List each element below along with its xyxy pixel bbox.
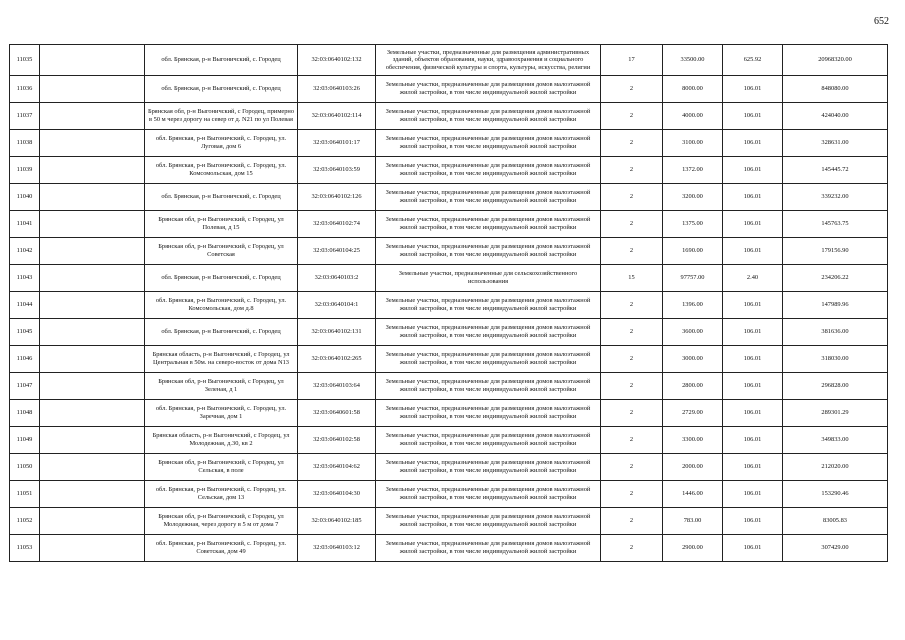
table-row [10,103,888,130]
area-cell: 1446.00 [663,481,723,508]
specific-value-cell: 106.01 [723,238,783,265]
address-cell: Брянская обл, р-н Выгоничский, с Городец, ул Молодежная, через дорогу в 5 м от дома 7 [145,508,298,535]
page-number: 652 [874,16,889,27]
blank-cell [40,265,145,292]
table-row [10,535,888,562]
group-cell: 2 [601,319,663,346]
cadastral-value-cell: 153290.46 [783,481,888,508]
address-cell: обл. Брянская, р-н Выгоничский, с. Городец, ул. Комсомольская, дом 15 [145,157,298,184]
cadastral-number-cell: 32:03:0640103:64 [298,373,376,400]
row-number: 11040 [10,184,40,211]
land-use-cell: Земельные участки, предназначенные для размещения домов малоэтажной жилой застройки, в том числе индивидуальной жилой застройки [376,346,601,373]
row-number: 11045 [10,319,40,346]
row-number: 11046 [10,346,40,373]
cadastral-value-cell: 381636.00 [783,319,888,346]
cadastral-value-cell: 424040.00 [783,103,888,130]
cadastral-value-cell: 234206.22 [783,265,888,292]
cadastral-value-cell: 289301.29 [783,400,888,427]
land-use-cell: Земельные участки, предназначенные для размещения домов малоэтажной жилой застройки, в том числе индивидуальной жилой застройки [376,130,601,157]
area-cell: 1690.00 [663,238,723,265]
row-number: 11047 [10,373,40,400]
address-cell: Брянская обл, р-н Выгоничский, с Городец, ул Сельская, в поле [145,454,298,481]
cadastral-value-cell: 349833.00 [783,427,888,454]
cadastral-number-cell: 32:03:0640102:131 [298,319,376,346]
cadastral-value-cell: 145445.72 [783,157,888,184]
blank-cell [40,373,145,400]
cadastral-number-cell: 32:03:0640102:58 [298,427,376,454]
group-cell: 2 [601,508,663,535]
land-use-cell: Земельные участки, предназначенные для размещения домов малоэтажной жилой застройки, в том числе индивидуальной жилой застройки [376,508,601,535]
address-cell: обл. Брянская, р-н Выгоничский, с. Городец, ул. Сельская, дом 13 [145,481,298,508]
specific-value-cell: 106.01 [723,130,783,157]
area-cell: 2900.00 [663,535,723,562]
group-cell: 2 [601,346,663,373]
cadastral-value-table [9,44,888,562]
area-cell: 783.00 [663,508,723,535]
blank-cell [40,238,145,265]
table-row [10,238,888,265]
cadastral-value-cell: 296828.00 [783,373,888,400]
row-number: 11035 [10,45,40,76]
table-row [10,481,888,508]
area-cell: 97757.00 [663,265,723,292]
cadastral-value-cell: 179156.90 [783,238,888,265]
table-row [10,157,888,184]
group-cell: 2 [601,103,663,130]
cadastral-number-cell: 32:03:0640104:25 [298,238,376,265]
cadastral-value-cell: 83005.83 [783,508,888,535]
specific-value-cell: 106.01 [723,427,783,454]
group-cell: 2 [601,373,663,400]
blank-cell [40,454,145,481]
group-cell: 2 [601,427,663,454]
land-use-cell: Земельные участки, предназначенные для размещения домов малоэтажной жилой застройки, в том числе индивидуальной жилой застройки [376,184,601,211]
specific-value-cell: 106.01 [723,211,783,238]
table-row [10,265,888,292]
table-row [10,45,888,76]
specific-value-cell: 106.01 [723,157,783,184]
group-cell: 2 [601,184,663,211]
cadastral-number-cell: 32:03:0640102:74 [298,211,376,238]
land-use-cell: Земельные участки, предназначенные для сельскохозяйственного использования [376,265,601,292]
area-cell: 2000.00 [663,454,723,481]
address-cell: обл. Брянская, р-н Выгоничский, с. Городец [145,319,298,346]
area-cell: 2800.00 [663,373,723,400]
area-cell: 2729.00 [663,400,723,427]
cadastral-value-cell: 318030.00 [783,346,888,373]
address-cell: обл. Брянская, р-н Выгоничский, с. Городец [145,76,298,103]
land-use-cell: Земельные участки, предназначенные для размещения домов малоэтажной жилой застройки, в том числе индивидуальной жилой застройки [376,400,601,427]
specific-value-cell: 106.01 [723,481,783,508]
area-cell: 8000.00 [663,76,723,103]
blank-cell [40,211,145,238]
table-row [10,319,888,346]
group-cell: 2 [601,292,663,319]
land-use-cell: Земельные участки, предназначенные для размещения домов малоэтажной жилой застройки, в том числе индивидуальной жилой застройки [376,535,601,562]
land-use-cell: Земельные участки, предназначенные для размещения домов малоэтажной жилой застройки, в том числе индивидуальной жилой застройки [376,319,601,346]
cadastral-number-cell: 32:03:0640102:126 [298,184,376,211]
row-number: 11053 [10,535,40,562]
land-use-cell: Земельные участки, предназначенные для размещения домов малоэтажной жилой застройки, в том числе индивидуальной жилой застройки [376,238,601,265]
address-cell: обл. Брянская, р-н Выгоничский, с. Городец [145,45,298,76]
group-cell: 2 [601,535,663,562]
address-cell: Брянская обл, р-н Выгоничский, с Городец, ул Советская [145,238,298,265]
cadastral-number-cell: 32:03:0640104:30 [298,481,376,508]
table-row [10,508,888,535]
specific-value-cell: 106.01 [723,454,783,481]
group-cell: 15 [601,265,663,292]
address-cell: обл. Брянская, р-н Выгоничский, с. Городец, ул. Луговая, дом 6 [145,130,298,157]
area-cell: 3000.00 [663,346,723,373]
specific-value-cell: 106.01 [723,535,783,562]
cadastral-value-cell: 307429.00 [783,535,888,562]
blank-cell [40,130,145,157]
row-number: 11039 [10,157,40,184]
blank-cell [40,292,145,319]
blank-cell [40,76,145,103]
cadastral-value-cell: 147989.96 [783,292,888,319]
area-cell: 3300.00 [663,427,723,454]
area-cell: 33500.00 [663,45,723,76]
specific-value-cell: 625.92 [723,45,783,76]
address-cell: Брянская обл, р-н Выгоничский, с Городец, ул Зеленая, д 1 [145,373,298,400]
specific-value-cell: 106.01 [723,184,783,211]
land-use-cell: Земельные участки, предназначенные для размещения домов малоэтажной жилой застройки, в том числе индивидуальной жилой застройки [376,103,601,130]
blank-cell [40,535,145,562]
address-cell: Брянская обл, р-н Выгоничский, с Городец, примерно в 50 м через дорогу на север от д. N21 по ул Полевая [145,103,298,130]
cadastral-number-cell: 32:03:0640601:58 [298,400,376,427]
row-number: 11042 [10,238,40,265]
specific-value-cell: 106.01 [723,103,783,130]
land-use-cell: Земельные участки, предназначенные для размещения домов малоэтажной жилой застройки, в том числе индивидуальной жилой застройки [376,76,601,103]
specific-value-cell: 106.01 [723,508,783,535]
land-use-cell: Земельные участки, предназначенные для размещения домов малоэтажной жилой застройки, в том числе индивидуальной жилой застройки [376,292,601,319]
area-cell: 3600.00 [663,319,723,346]
address-cell: обл. Брянская, р-н Выгоничский, с. Городец, ул. Комсомольская, дом д.8 [145,292,298,319]
specific-value-cell: 106.01 [723,346,783,373]
row-number: 11049 [10,427,40,454]
table-row [10,292,888,319]
specific-value-cell: 106.01 [723,373,783,400]
land-use-cell: Земельные участки, предназначенные для размещения домов малоэтажной жилой застройки, в том числе индивидуальной жилой застройки [376,157,601,184]
row-number: 11044 [10,292,40,319]
row-number: 11036 [10,76,40,103]
specific-value-cell: 2.40 [723,265,783,292]
cadastral-number-cell: 32:03:0640104:1 [298,292,376,319]
specific-value-cell: 106.01 [723,319,783,346]
table-row [10,130,888,157]
table-row [10,76,888,103]
cadastral-number-cell: 32:03:0640102:265 [298,346,376,373]
group-cell: 2 [601,238,663,265]
row-number: 11051 [10,481,40,508]
address-cell: Брянская область, р-н Выгоничский, с Городец, ул Центральная в 50м. на северо-восток от дома N13 [145,346,298,373]
area-cell: 3100.00 [663,130,723,157]
address-cell: обл. Брянская, р-н Выгоничский, с. Городец, ул. Советская, дом 49 [145,535,298,562]
cadastral-number-cell: 32:03:0640102:185 [298,508,376,535]
table-row [10,346,888,373]
blank-cell [40,481,145,508]
address-cell: Брянская область, р-н Выгоничский, с Городец, ул Молодежная, д.30, кв 2 [145,427,298,454]
blank-cell [40,157,145,184]
table-row [10,211,888,238]
specific-value-cell: 106.01 [723,292,783,319]
blank-cell [40,319,145,346]
row-number: 11037 [10,103,40,130]
table-row [10,400,888,427]
cadastral-value-cell: 848080.00 [783,76,888,103]
row-number: 11038 [10,130,40,157]
group-cell: 2 [601,211,663,238]
table-row [10,454,888,481]
group-cell: 2 [601,481,663,508]
row-number: 11041 [10,211,40,238]
row-number: 11043 [10,265,40,292]
address-cell: обл. Брянская, р-н Выгоничский, с. Городец [145,184,298,211]
row-number: 11048 [10,400,40,427]
address-cell: обл. Брянская, р-н Выгоничский, с. Городец, ул. Заречная, дом 1 [145,400,298,427]
blank-cell [40,508,145,535]
cadastral-number-cell: 32:03:0640102:132 [298,45,376,76]
cadastral-number-cell: 32:03:0640103:59 [298,157,376,184]
blank-cell [40,103,145,130]
area-cell: 1396.00 [663,292,723,319]
cadastral-number-cell: 32:03:0640104:62 [298,454,376,481]
table-row [10,184,888,211]
row-number: 11050 [10,454,40,481]
land-use-cell: Земельные участки, предназначенные для размещения домов малоэтажной жилой застройки, в том числе индивидуальной жилой застройки [376,481,601,508]
blank-cell [40,427,145,454]
cadastral-value-cell: 20968320.00 [783,45,888,76]
blank-cell [40,400,145,427]
land-use-cell: Земельные участки, предназначенные для размещения административных зданий, объектов образования, науки, здравоохранения и социального обеспечения, физической культуры и спорта, культуры, искусства, религии [376,45,601,76]
cadastral-number-cell: 32:03:0640101:17 [298,130,376,157]
cadastral-number-cell: 32:03:0640103:12 [298,535,376,562]
land-use-cell: Земельные участки, предназначенные для размещения домов малоэтажной жилой застройки, в том числе индивидуальной жилой застройки [376,373,601,400]
blank-cell [40,346,145,373]
specific-value-cell: 106.01 [723,400,783,427]
blank-cell [40,45,145,76]
area-cell: 1372.00 [663,157,723,184]
area-cell: 1375.00 [663,211,723,238]
group-cell: 2 [601,400,663,427]
cadastral-value-cell: 328631.00 [783,130,888,157]
cadastral-number-cell: 32:03:0640102:114 [298,103,376,130]
land-use-cell: Земельные участки, предназначенные для размещения домов малоэтажной жилой застройки, в том числе индивидуальной жилой застройки [376,211,601,238]
address-cell: Брянская обл, р-н Выгоничский, с Городец, ул Полевая, д 15 [145,211,298,238]
group-cell: 17 [601,45,663,76]
cadastral-value-cell: 145763.75 [783,211,888,238]
area-cell: 3200.00 [663,184,723,211]
table-row [10,427,888,454]
cadastral-value-cell: 339232.00 [783,184,888,211]
group-cell: 2 [601,130,663,157]
row-number: 11052 [10,508,40,535]
blank-cell [40,184,145,211]
cadastral-value-cell: 212020.00 [783,454,888,481]
area-cell: 4000.00 [663,103,723,130]
address-cell: обл. Брянская, р-н Выгоничский, с. Городец [145,265,298,292]
cadastral-number-cell: 32:03:0640103:26 [298,76,376,103]
cadastral-number-cell: 32:03:0640103:2 [298,265,376,292]
group-cell: 2 [601,76,663,103]
specific-value-cell: 106.01 [723,76,783,103]
group-cell: 2 [601,454,663,481]
land-use-cell: Земельные участки, предназначенные для размещения домов малоэтажной жилой застройки, в том числе индивидуальной жилой застройки [376,427,601,454]
land-use-cell: Земельные участки, предназначенные для размещения домов малоэтажной жилой застройки, в том числе индивидуальной жилой застройки [376,454,601,481]
group-cell: 2 [601,157,663,184]
table-row [10,373,888,400]
table-body [10,45,888,562]
